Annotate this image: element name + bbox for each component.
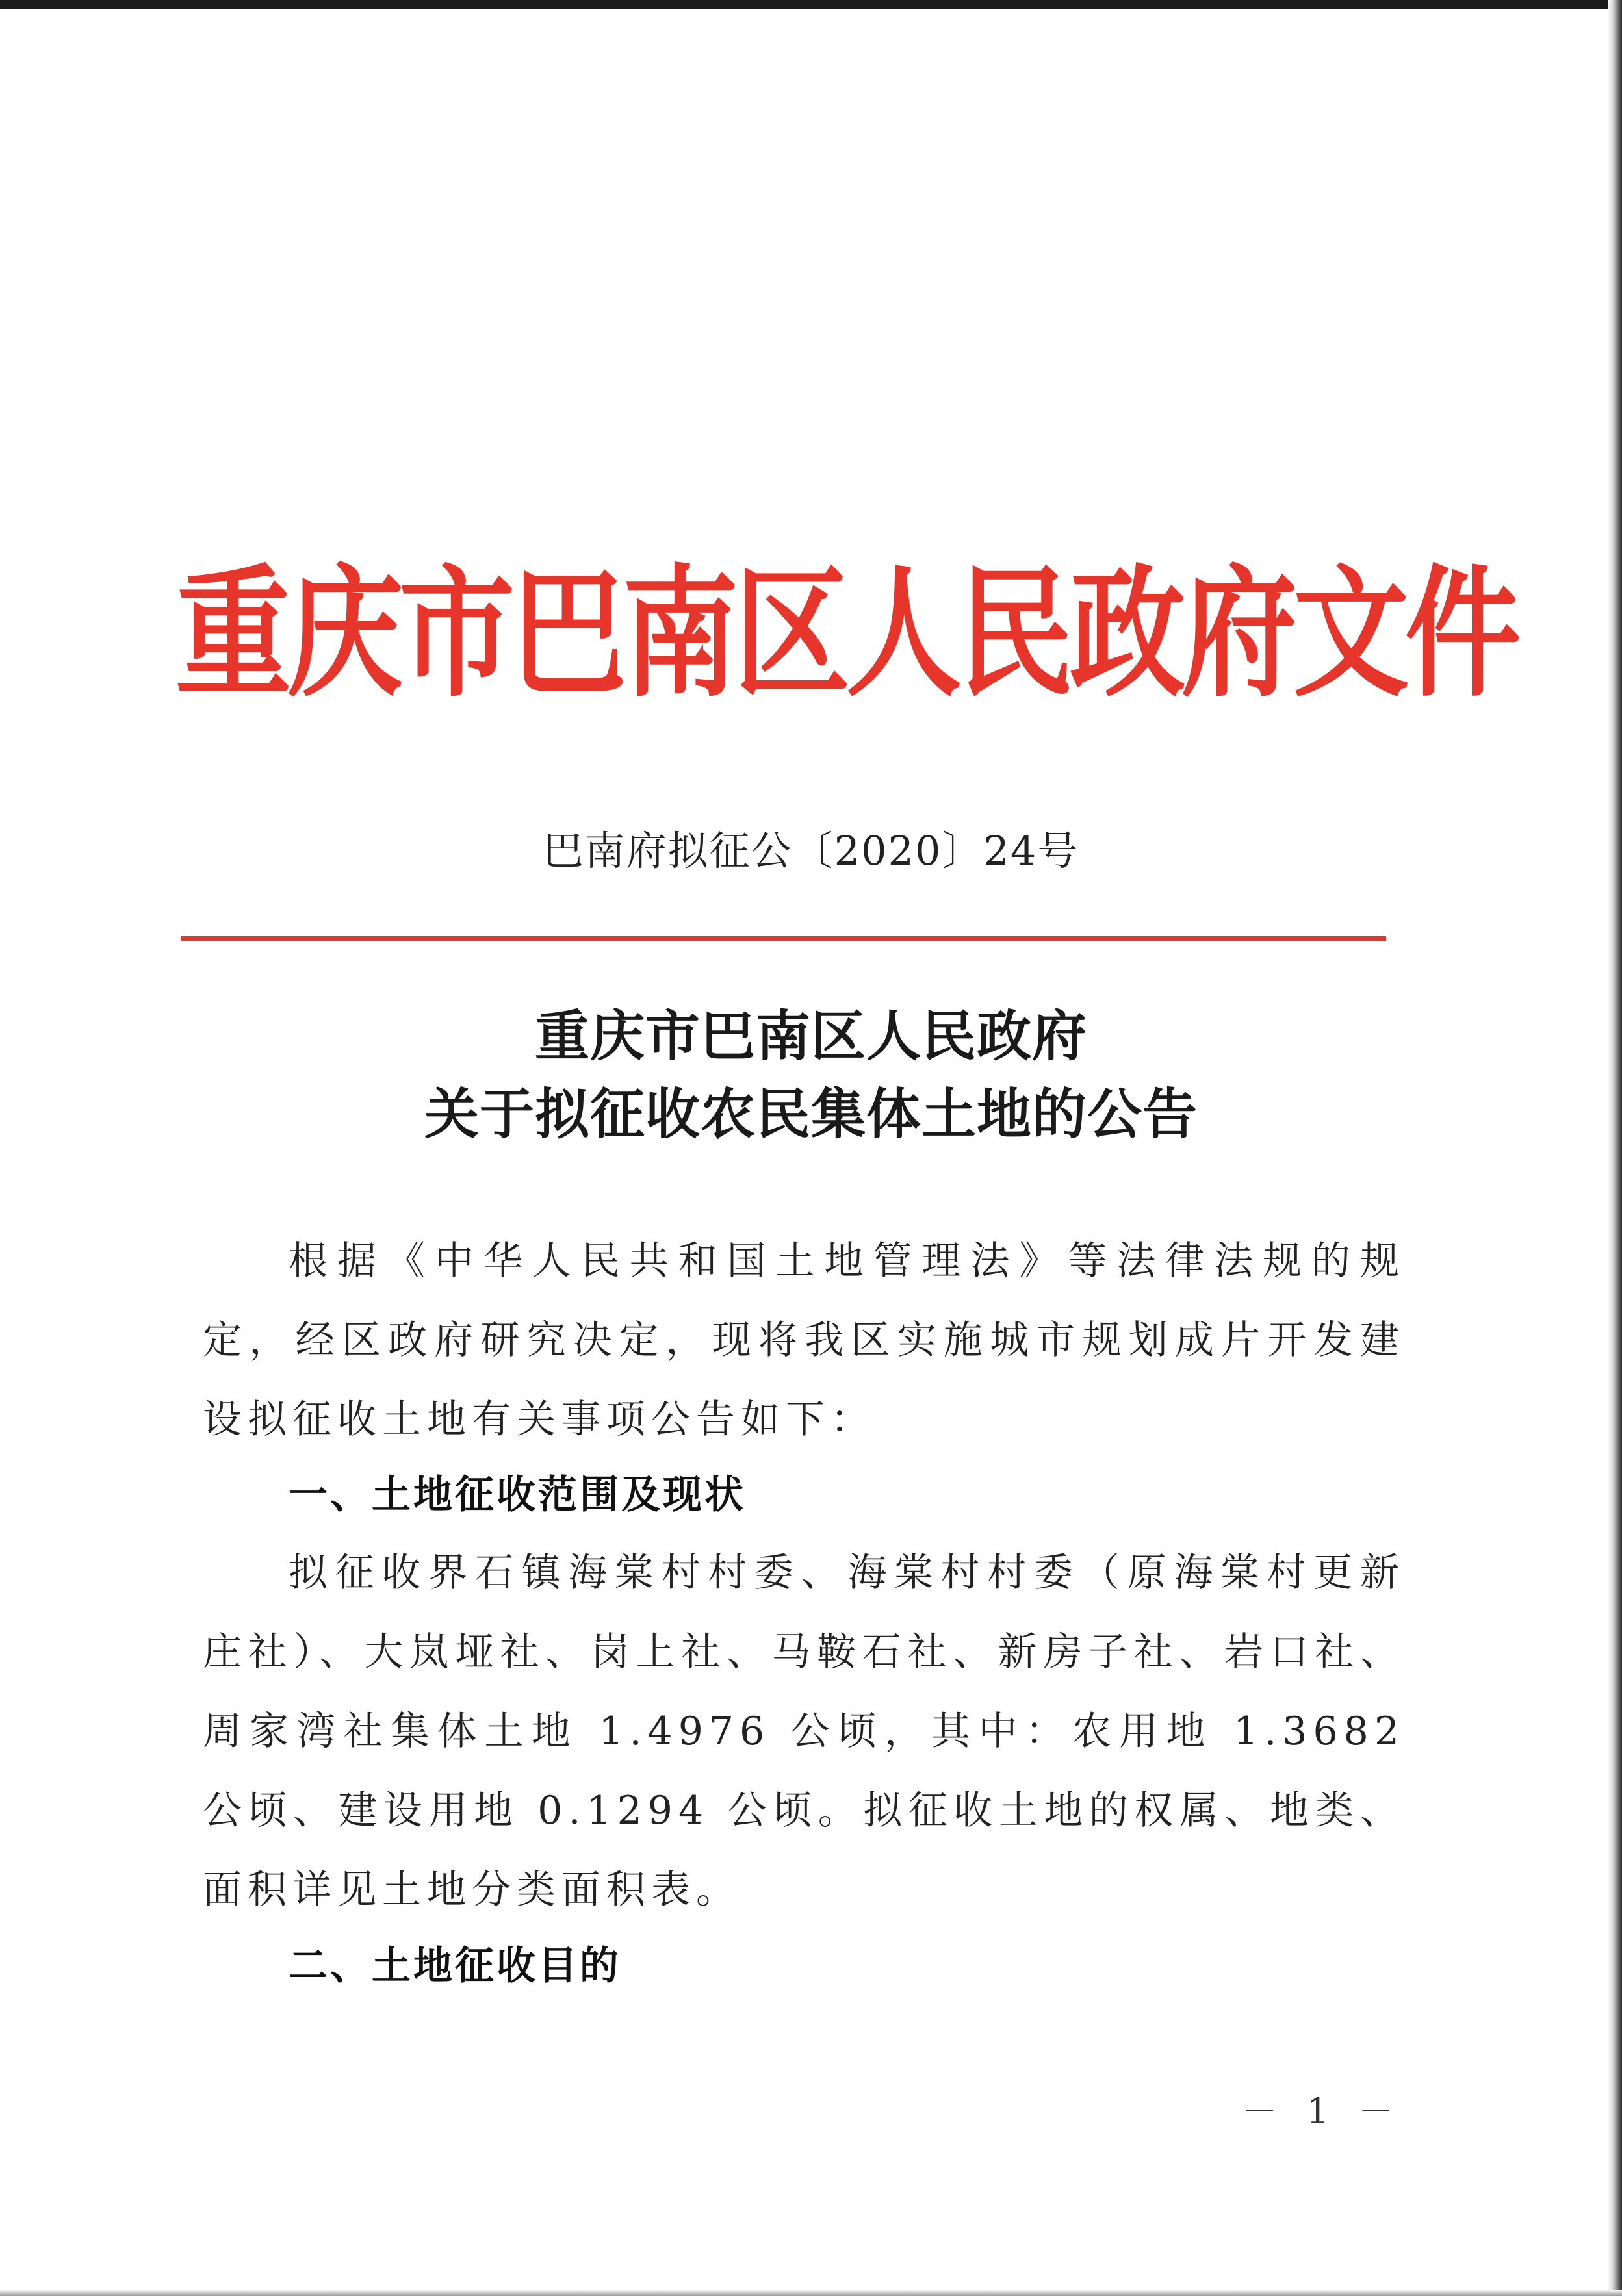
notice-title-line-2: 关于拟征收农民集体土地的公告	[424, 1082, 1198, 1146]
document-masthead: 重庆市巴南区人民政府文件	[175, 550, 1517, 716]
document-number: 巴南府拟征公〔2020〕24号	[543, 827, 1079, 874]
section-2-heading: 二、土地征收目的	[289, 1943, 621, 1989]
section-1-heading: 一、土地征收范围及现状	[289, 1472, 746, 1518]
scan-edge-bottom	[0, 2290, 1622, 2296]
page-number: － 1 －	[1242, 2091, 1402, 2132]
red-divider-line	[181, 936, 1386, 941]
notice-title-line-1: 重庆市巴南区人民政府	[534, 1004, 1087, 1068]
scan-edge-top	[0, 0, 1622, 9]
intro-paragraph: 根据《中华人民共和国土地管理法》等法律法规的规定，经区政府研究决定，现将我区实施城市规划成片开发建设拟征收土地有关事项公告如下：	[203, 1238, 1405, 1442]
section-1-paragraph: 拟征收界石镇海棠村村委、海棠村村委（原海棠村更新庄社）、大岚垭社、岗上社、马鞍石社、新房子社、岩口社、周家湾社集体土地 1.4976 公顷，其中：农用地 1.3682 公顷、建设用地 0.1294 公顷。拟征收土地的权属、地类、面积详见土地分类面积表。	[203, 1550, 1405, 1913]
